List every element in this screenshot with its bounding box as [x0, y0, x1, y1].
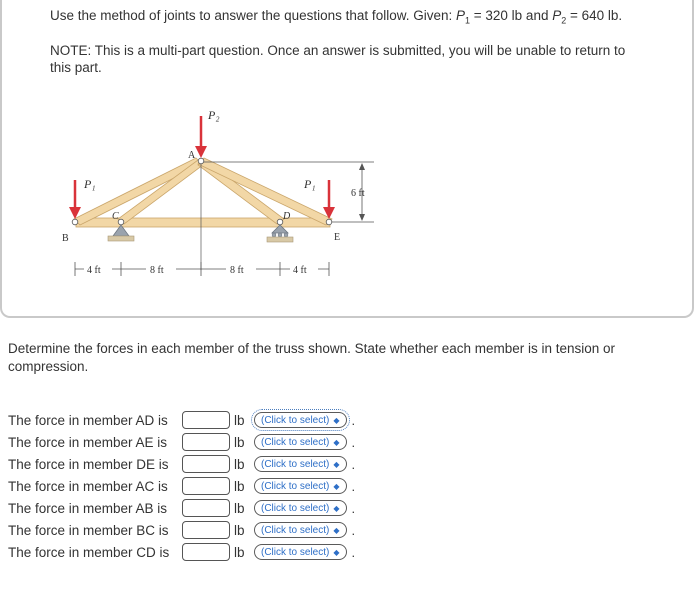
label-c: C: [112, 211, 119, 222]
unit-label: lb: [234, 478, 245, 494]
p2-value: = 640 lb.: [566, 8, 623, 23]
row-label: The force in member DE is: [8, 456, 169, 472]
label-dim-3: 8 ft: [230, 265, 244, 276]
row-label: The force in member BC is: [8, 522, 169, 538]
updown-caret-icon: ◆: [333, 481, 340, 491]
answer-row-ae: [8, 432, 355, 452]
period: .: [351, 544, 356, 560]
tension-select-ac[interactable]: [254, 478, 347, 494]
tension-select-ab[interactable]: [254, 500, 347, 516]
p1-symbol: P: [455, 8, 465, 23]
force-input-ab[interactable]: [182, 499, 230, 517]
given-prefix: Use the method of joints to answer the questions that follow. Given:: [50, 8, 456, 23]
answer-row-ab: [8, 498, 355, 518]
force-input-cd[interactable]: [182, 543, 230, 561]
roller-d-1: [272, 233, 276, 237]
given-statement: [50, 8, 622, 26]
force-input-bc[interactable]: [182, 521, 230, 539]
p1-value: = 320 lb and: [470, 8, 553, 23]
p2-subscript: 2: [561, 15, 567, 26]
updown-caret-icon: ◆: [333, 525, 340, 535]
answer-row-ad: [8, 410, 355, 430]
p1-subscript: 1: [465, 15, 471, 26]
updown-caret-icon: ◆: [333, 415, 340, 425]
period: .: [351, 522, 356, 538]
unit-label: lb: [234, 522, 245, 538]
label-e: E: [334, 232, 341, 243]
answer-row-ac: [8, 476, 355, 496]
updown-caret-icon: ◆: [333, 547, 340, 557]
label-p1-right: P₁: [304, 177, 316, 191]
roller-d-2: [278, 233, 282, 237]
select-text: (Click to select): [261, 436, 330, 448]
ground-d: [267, 237, 293, 242]
answer-row-cd: [8, 542, 355, 562]
tension-select-de[interactable]: [254, 456, 347, 472]
select-text: (Click to select): [261, 524, 330, 536]
unit-label: lb: [234, 544, 245, 560]
roller-d-3: [284, 233, 288, 237]
label-dim-2: 8 ft: [150, 265, 164, 276]
unit-label: lb: [234, 434, 245, 450]
period: .: [351, 456, 356, 472]
select-text: (Click to select): [261, 458, 330, 470]
force-input-de[interactable]: [182, 455, 230, 473]
label-dim-4: 4 ft: [293, 265, 307, 276]
height-arrow-down: [359, 214, 365, 221]
tension-select-ae[interactable]: [254, 434, 347, 450]
truss-figure: [54, 100, 384, 290]
note-line2: this part.: [50, 60, 102, 75]
force-input-ad[interactable]: [182, 411, 230, 429]
joint-d: [277, 219, 283, 225]
select-text: (Click to select): [261, 502, 330, 514]
tension-select-ad[interactable]: [254, 412, 347, 428]
select-text: (Click to select): [261, 414, 330, 426]
label-p1-left: P₁: [84, 177, 96, 191]
label-dim-1: 4 ft: [87, 265, 101, 276]
period: .: [351, 500, 356, 516]
ground-c: [108, 236, 134, 241]
p2-symbol: P: [552, 8, 562, 23]
label-b: B: [62, 233, 69, 244]
select-text: (Click to select): [261, 546, 330, 558]
unit-label: lb: [234, 412, 245, 428]
joint-c: [118, 219, 124, 225]
label-d: D: [283, 211, 291, 222]
force-input-ae[interactable]: [182, 433, 230, 451]
force-p2-head: [195, 146, 207, 158]
joint-e: [326, 219, 332, 225]
label-a: A: [188, 150, 196, 161]
tension-select-bc[interactable]: [254, 522, 347, 538]
unit-label: lb: [234, 456, 245, 472]
select-text: (Click to select): [261, 480, 330, 492]
updown-caret-icon: ◆: [333, 437, 340, 447]
row-label: The force in member CD is: [8, 544, 170, 560]
unit-label: lb: [234, 500, 245, 516]
note-line1: NOTE: This is a multi-part question. Once an answer is submitted, you will be unable to return to: [50, 43, 626, 58]
question-text: Determine the forces in each member of the truss shown. State whether each member is in tension or compression.: [8, 341, 616, 374]
label-height: 6 ft: [351, 188, 365, 199]
joint-b: [72, 219, 78, 225]
row-label: The force in member AC is: [8, 478, 168, 494]
answer-row-bc: [8, 520, 355, 540]
member-ab: [74, 158, 202, 225]
joint-a: [198, 158, 204, 164]
label-p2: P₂: [208, 108, 220, 122]
row-label: The force in member AE is: [8, 434, 168, 450]
row-label: The force in member AB is: [8, 500, 168, 516]
period: .: [351, 434, 356, 450]
period: .: [351, 412, 356, 428]
answer-row-de: [8, 454, 355, 474]
height-arrow-up: [359, 163, 365, 170]
tension-select-cd[interactable]: [254, 544, 347, 560]
updown-caret-icon: ◆: [333, 503, 340, 513]
period: .: [351, 478, 356, 494]
updown-caret-icon: ◆: [333, 459, 340, 469]
force-input-ac[interactable]: [182, 477, 230, 495]
row-label: The force in member AD is: [8, 412, 168, 428]
